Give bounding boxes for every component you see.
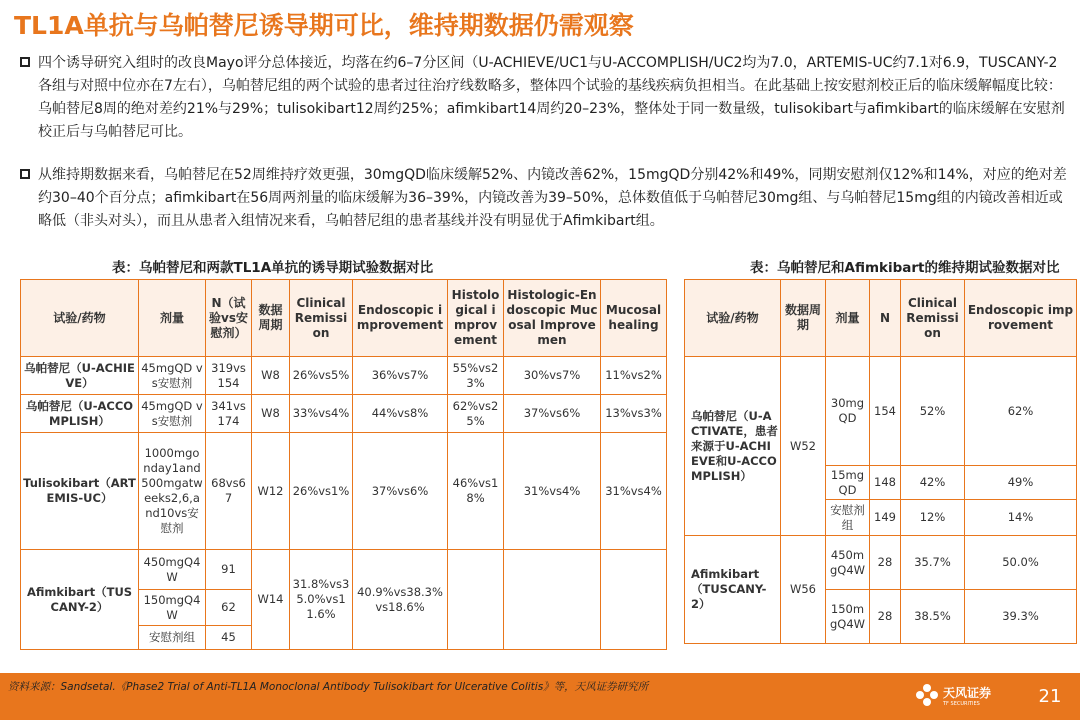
dose-cell: 安慰剂组: [826, 500, 870, 536]
histological-improvement-cell: [448, 550, 504, 650]
week-cell: W52: [781, 357, 826, 536]
table-header-row: [21, 280, 667, 357]
histological-improvement-cell: 46%vs18%: [448, 433, 504, 550]
endoscopic-improvement-cell: 14%: [965, 500, 1077, 536]
endoscopic-improvement-cell: 37%vs6%: [353, 433, 448, 550]
dose-cell: 45mgQD vs安慰剂: [139, 395, 206, 433]
hemi-cell: 37%vs6%: [504, 395, 601, 433]
hemi-cell: 31%vs4%: [504, 433, 601, 550]
dose-cell: 安慰剂组: [139, 626, 206, 650]
n-cell: 68vs67: [206, 433, 252, 550]
endoscopic-improvement-cell: 50.0%: [965, 536, 1077, 590]
week-cell: W14: [252, 550, 290, 650]
table-row: [21, 357, 667, 395]
trial-name: 乌帕替尼（U-ACCOMPLISH）: [21, 395, 139, 433]
paragraph-text: 四个诱导研究入组时的改良Mayo评分总体接近，均落在约6–7分区间（U-ACHIEVE/UC1与U-ACCOMPLISH/UC2均为7.0，ARTEMIS-UC约7.1对6.9，TUSCANY-2各组与对照中位亦在7左右），乌帕替尼组的两个试验的患者过往治疗线数略多，整体四个试验的基线疾病负担相当。在此基础上按安慰剂校正后的临床缓解幅度比较：乌帕替尼8周的绝对差约21%与29%；tulisokibart12周约25%；afimkibart14周约20–23%，整体处于同一数量级，tulisokibart与afimkibart的临床缓解在安慰剂校正后与乌帕替尼可比。: [38, 55, 1065, 140]
header-cell: Clinical Remission: [290, 280, 353, 357]
header-cell: Endoscopic improvement: [965, 280, 1077, 357]
bullet-icon: [20, 57, 30, 67]
n-cell: 62: [206, 590, 252, 626]
paragraph-induction: [20, 52, 1068, 144]
header-cell: Histologic-Endoscopic Mucosal Improvemen: [504, 280, 601, 357]
endoscopic-improvement-cell: 49%: [965, 466, 1077, 500]
header-cell: Histological improvement: [448, 280, 504, 357]
n-cell: 319vs154: [206, 357, 252, 395]
paragraph-text: 从维持期数据来看，乌帕替尼在52周维持疗效更强，30mgQD临床缓解52%、内镜改善62%，15mgQD分别42%和49%，同期安慰剂仅12%和14%，对应的绝对差约30–40个百分点；afimkibart在56周两剂量的临床缓解为36–39%，内镜改善为39–50%，总体数值低于乌帕替尼30mg组、与乌帕替尼15mg组的内镜改善相近或略低（非头对头），而且从患者入组情况来看，乌帕替尼组的患者基线并没有明显优于Afimkibart组。: [38, 167, 1067, 229]
paragraph-maintenance: [20, 164, 1068, 233]
n-cell: 91: [206, 550, 252, 590]
header-cell: Mucosal healing: [601, 280, 667, 357]
dose-cell: 1000mgonday1and500mgatweeks2,6,and10vs安慰剂: [139, 433, 206, 550]
mucosal-healing-cell: 13%vs3%: [601, 395, 667, 433]
clinical-remission-cell: 26%vs1%: [290, 433, 353, 550]
header-cell: 数据周期: [252, 280, 290, 357]
page-number: 21: [1038, 686, 1062, 707]
table-header-row: [685, 280, 1077, 357]
source-note: 资料来源：Sandsetal.《Phase2 Trial of Anti-TL1A Monoclonal Antibody Tulisokibart for Ulcerative Colitis》等，天风证券研究所: [8, 681, 649, 693]
header-cell: 剂量: [139, 280, 206, 357]
clinical-remission-cell: 12%: [901, 500, 965, 536]
clinical-remission-cell: 38.5%: [901, 590, 965, 644]
header-cell: Endoscopic improvement: [353, 280, 448, 357]
clinical-remission-cell: 26%vs5%: [290, 357, 353, 395]
clinical-remission-cell: 42%: [901, 466, 965, 500]
header-cell: 剂量: [826, 280, 870, 357]
header-cell: Clinical Remission: [901, 280, 965, 357]
dose-cell: 150mgQ4W: [139, 590, 206, 626]
n-cell: 28: [870, 590, 901, 644]
company-logo: [915, 679, 1015, 713]
dose-cell: 450mgQ4W: [826, 536, 870, 590]
header-cell: 数据周期: [781, 280, 826, 357]
histological-improvement-cell: 55%vs23%: [448, 357, 504, 395]
hemi-cell: 30%vs7%: [504, 357, 601, 395]
clinical-remission-cell: 52%: [901, 357, 965, 466]
histological-improvement-cell: 62%vs25%: [448, 395, 504, 433]
logo-text: 天风证券: [943, 686, 992, 700]
hemi-cell: [504, 550, 601, 650]
n-cell: 148: [870, 466, 901, 500]
mucosal-healing-cell: [601, 550, 667, 650]
endoscopic-improvement-cell: 36%vs7%: [353, 357, 448, 395]
footer-bar: [0, 673, 1080, 720]
dose-cell: 150mgQ4W: [826, 590, 870, 644]
endoscopic-improvement-cell: 40.9%vs38.3%vs18.6%: [353, 550, 448, 650]
mucosal-healing-cell: 31%vs4%: [601, 433, 667, 550]
trial-name: 乌帕替尼（U-ACTIVATE，患者来源于U-ACHIEVE和U-ACCOMPLISH）: [685, 357, 781, 536]
trial-name: 乌帕替尼（U-ACHIEVE）: [21, 357, 139, 395]
n-cell: 341vs174: [206, 395, 252, 433]
trial-name: Afimkibart（TUSCANY-2）: [21, 550, 139, 650]
week-cell: W12: [252, 433, 290, 550]
endoscopic-improvement-cell: 62%: [965, 357, 1077, 466]
n-cell: 154: [870, 357, 901, 466]
page-title: TL1A单抗与乌帕替尼诱导期可比，维持期数据仍需观察: [14, 11, 634, 40]
maintenance-table: [684, 279, 1077, 644]
dose-cell: 30mg QD: [826, 357, 870, 466]
header-cell: 试验/药物: [685, 280, 781, 357]
n-cell: 149: [870, 500, 901, 536]
header-cell: N（试验vs安慰剂）: [206, 280, 252, 357]
table-row: [21, 550, 667, 590]
bullet-icon: [20, 169, 30, 179]
n-cell: 45: [206, 626, 252, 650]
table-row: [21, 433, 667, 550]
clinical-remission-cell: 33%vs4%: [290, 395, 353, 433]
clinical-remission-cell: 35.7%: [901, 536, 965, 590]
table-row: [21, 395, 667, 433]
endoscopic-improvement-cell: 39.3%: [965, 590, 1077, 644]
flower-logo-icon: [915, 683, 939, 707]
left-table-caption: 表：乌帕替尼和两款TL1A单抗的诱导期试验数据对比: [112, 260, 434, 276]
n-cell: 28: [870, 536, 901, 590]
week-cell: W56: [781, 536, 826, 644]
week-cell: W8: [252, 357, 290, 395]
table-row: [685, 357, 1077, 466]
trial-name: Tulisokibart（ARTEMIS-UC）: [21, 433, 139, 550]
header-cell: 试验/药物: [21, 280, 139, 357]
induction-table: [20, 279, 667, 650]
dose-cell: 15mg QD: [826, 466, 870, 500]
header-cell: N: [870, 280, 901, 357]
endoscopic-improvement-cell: 44%vs8%: [353, 395, 448, 433]
table-row: [685, 536, 1077, 590]
logo-subtext: TF SECURITIES: [943, 701, 980, 707]
dose-cell: 450mgQ4W: [139, 550, 206, 590]
right-table-caption: 表：乌帕替尼和Afimkibart的维持期试验数据对比: [750, 260, 1060, 276]
week-cell: W8: [252, 395, 290, 433]
clinical-remission-cell: 31.8%vs35.0%vs11.6%: [290, 550, 353, 650]
mucosal-healing-cell: 11%vs2%: [601, 357, 667, 395]
dose-cell: 45mgQD vs安慰剂: [139, 357, 206, 395]
trial-name: Afimkibart（TUSCANY-2）: [685, 536, 781, 644]
